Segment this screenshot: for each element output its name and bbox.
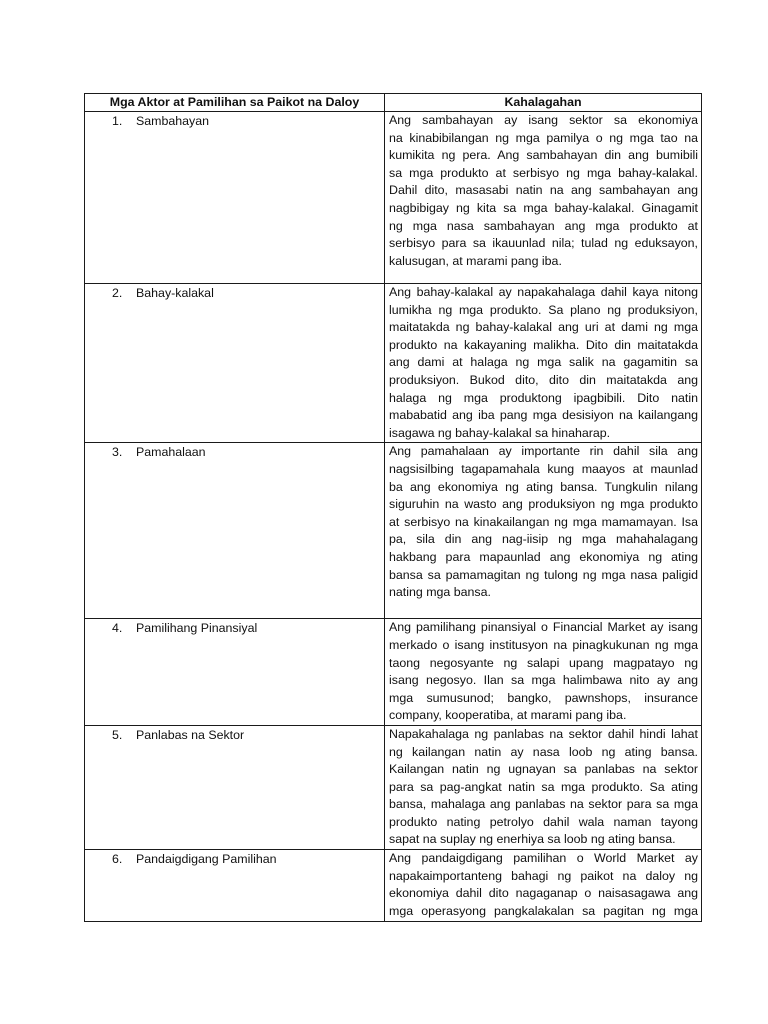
importance-line: ba ang ekonomiya ng ating bansa. Tungkulin nilang	[389, 479, 698, 494]
importance-line: bansa sa pamamagitan ng tulong ng mga nasa paligid	[389, 567, 698, 582]
importance-line: ng mga nasa sambahayan ang mga produkto at	[389, 218, 698, 233]
importance-cell	[385, 284, 702, 443]
actor-entry	[85, 443, 384, 462]
importance-line: merkado o isang institusyon na pinagkukunan ng mga	[389, 637, 698, 652]
importance-line: sapat na suplay ng enerhiya sa loob ng ating bansa.	[389, 832, 676, 847]
importance-line: produksiyon. Bukod dito, dito din maitatakda ang	[389, 372, 698, 387]
importance-line: Ang sambahayan ay isang sektor sa ekonomiya	[389, 113, 698, 127]
importance-line: mga operasyong pangkalakalan sa pagitan ng mga	[389, 903, 698, 918]
actor-name: Sambahayan	[136, 114, 210, 128]
importance-line: isagawa ng bahay-kalakal sa hinaharap.	[389, 425, 611, 440]
importance-line: nagsisilbing tagapamahala kung maayos at maunlad	[389, 461, 698, 476]
importance-line: sa mga produkto at serbisyo ng mga bahay-kalakal.	[389, 165, 698, 180]
importance-cell	[385, 112, 702, 284]
importance-line: hakbang para mapaunlad ang ekonomiya ng ating	[389, 549, 698, 564]
importance-text	[385, 850, 701, 920]
importance-text	[385, 619, 701, 725]
importance-line: company, kooperatiba, at marami pang iba.	[389, 708, 627, 723]
importance-line: lumikha ng mga produkto. Sa plano ng produksiyon,	[389, 302, 698, 317]
table-row	[85, 443, 702, 619]
header-importance: Kahalagahan	[385, 94, 702, 112]
actor-number: 4.	[112, 621, 123, 636]
actor-cell	[85, 619, 385, 726]
importance-cell	[385, 725, 702, 849]
importance-line: Kailangan natin ng ugnayan sa panlabas na sektor	[389, 762, 698, 777]
header-actor: Mga Aktor at Pamilihan sa Paikot na Daloy	[85, 94, 385, 112]
importance-text	[385, 284, 701, 442]
table-row	[85, 619, 702, 726]
actor-number: 6.	[112, 852, 123, 867]
importance-line: para sa pag-angkat natin sa mga produkto. Sa ating	[389, 779, 698, 794]
table-row	[85, 850, 702, 922]
importance-cell	[385, 443, 702, 619]
actor-cell	[85, 112, 385, 284]
importance-line: Ang pamilihang pinansiyal o Financial Market ay isang	[389, 620, 698, 635]
importance-line: at serbisyo na kinakailangan ng mga mamamayan. Isa	[389, 514, 698, 529]
actor-name: Bahay-kalakal	[136, 286, 214, 300]
importance-line: pa, sila din ang nag-iisip ng mga mahahalagang	[389, 532, 698, 547]
actor-number: 5.	[112, 727, 123, 742]
importance-line: produkto na kakayaning malikha. Dito din maitatakda	[389, 337, 698, 352]
actor-entry	[85, 726, 384, 745]
actor-name: Pandaigdigang Pamilihan	[136, 852, 277, 867]
importance-line: taong negosyante ng salapi upang magpatayo ng	[389, 655, 698, 670]
actor-name: Pamahalaan	[136, 445, 206, 460]
table-row	[85, 284, 702, 443]
actor-number: 1.	[112, 114, 123, 128]
importance-line: mababatid ang iba pang mga desisiyon na kailangang	[389, 408, 698, 423]
importance-line: napakaimportanteng bahagi ng paikot na daloy ng	[389, 868, 698, 883]
importance-line: mga sumusunod; bangko, pawnshops, insurance	[389, 690, 698, 705]
importance-line: ng kailangan natin ay nasa loob ng ating bansa.	[389, 744, 698, 759]
actor-cell	[85, 284, 385, 443]
actor-number: 2.	[112, 286, 123, 300]
importance-line: Ang bahay-kalakal ay napakahalaga dahil kaya nitong	[389, 285, 698, 299]
table-row	[85, 112, 702, 284]
importance-line: kalusugan, at marami pang iba.	[389, 253, 562, 268]
importance-line: bansa, mahalaga ang panlabas na sektor para sa mga	[389, 797, 698, 812]
importance-line: Ang pamahalaan ay importante rin dahil sila ang	[389, 444, 698, 459]
importance-text	[385, 443, 701, 601]
importance-line: Ang pandaigdigang pamilihan o World Market ay	[389, 851, 698, 866]
actor-entry	[85, 619, 384, 638]
importance-cell	[385, 619, 702, 726]
importance-line: na kinabibilangan ng mga pamilya o ng mga tao na	[389, 130, 698, 145]
importance-text	[385, 726, 701, 849]
table-row	[85, 725, 702, 849]
importance-line: kumikita ng pera. Ang sambahayan din ang bumibili	[389, 148, 698, 163]
importance-line: maitatakda ng bahay-kalakal ang uri at dami ng mga	[389, 320, 698, 335]
actor-name: Pamilihang Pinansiyal	[136, 621, 258, 636]
importance-line: nating mga bansa.	[389, 585, 491, 600]
actor-entry	[85, 284, 384, 303]
actor-cell	[85, 443, 385, 619]
actor-cell	[85, 850, 385, 922]
importance-line: halaga ng mga produktong ipagbibili. Dito natin	[389, 390, 698, 405]
table-header-row	[85, 94, 702, 112]
importance-line: ang dami at halaga ng mga salik na gagamitin sa	[389, 355, 698, 370]
actor-cell	[85, 725, 385, 849]
actor-number: 3.	[112, 445, 123, 460]
actor-name: Panlabas na Sektor	[136, 727, 245, 742]
actor-entry	[85, 112, 384, 131]
importance-line: Napakahalaga ng panlabas na sektor dahil hindi lahat	[389, 726, 698, 741]
actor-entry	[85, 850, 384, 869]
importance-line: serbisyo para sa ikauunlad nila; tulad ng eduksayon,	[389, 236, 698, 251]
importance-line: ekonomiya dahil dito nagaganap o naisasagawa ang	[389, 886, 698, 901]
importance-line: produkto nating petrolyo dahil wala naman tayong	[389, 814, 698, 829]
importance-line: siguruhin na wasto ang produksiyon ng mga produkto	[389, 497, 698, 512]
importance-line: nagbibigay ng kita sa mga bahay-kalakal. Ginagamit	[389, 200, 698, 215]
importance-cell	[385, 850, 702, 922]
importance-line: Dahil dito, masasabi natin na ang sambahayan ang	[389, 183, 698, 198]
importance-text	[385, 112, 701, 270]
importance-line: isang negosyo. Ilan sa mga halimbawa nito ay ang	[389, 673, 698, 688]
circular-flow-table	[84, 93, 702, 922]
